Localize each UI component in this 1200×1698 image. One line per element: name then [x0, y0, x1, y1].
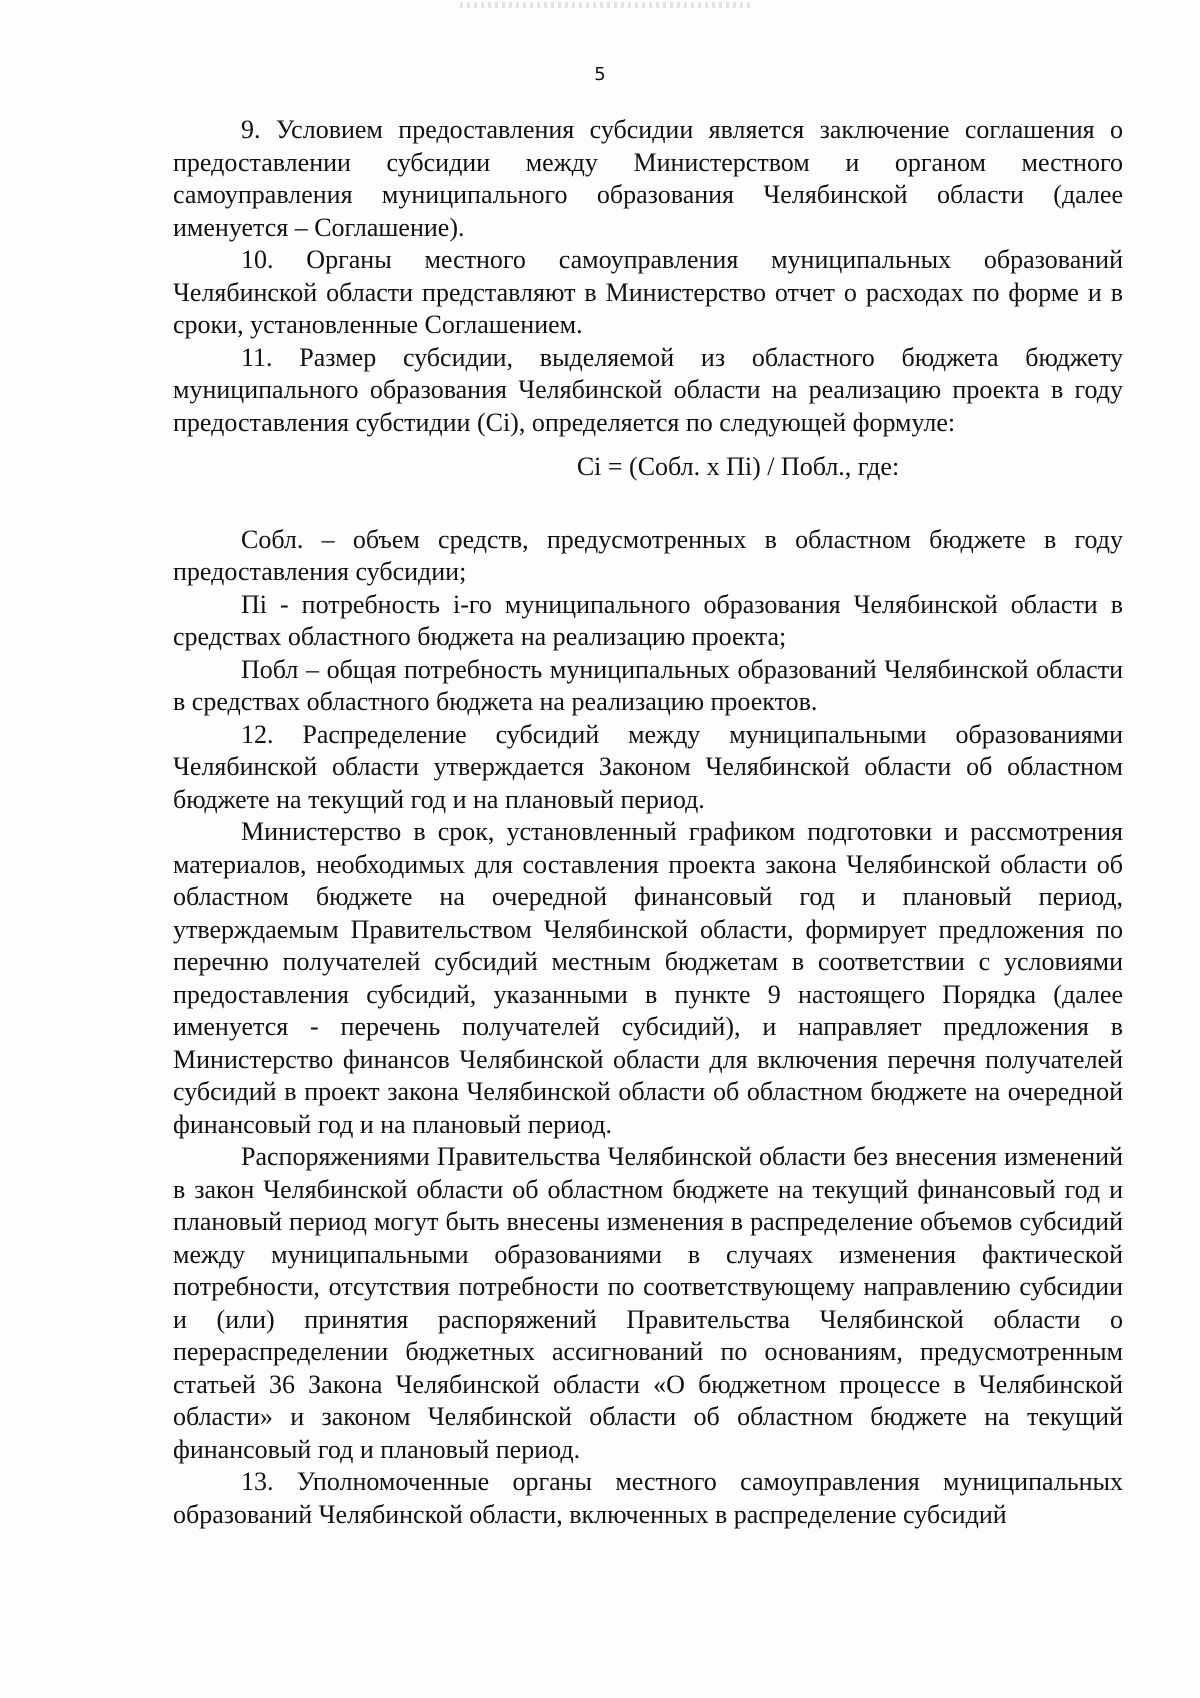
paragraph-12: 12. Распределение субсидий между муниципальными образованиями Челябинской области утверждается Законом Челябинской области об областном бюджете на текущий год и на плановый период.: [173, 719, 1123, 814]
scan-artifact: [460, 2, 750, 8]
paragraph-12-orders: Распоряжениями Правительства Челябинской области без внесения изменений в закон Челябинской области об областном бюджете на текущий финансовый год и плановый период могут быть внесены изменения в распределение объемов субсидий между муниципальными образованиями в случаях изменения фактической потребности, отсутствия потребности по соответствующему направлению субсидии и (или) принятия распоряжений Правительства Челябинской области о перераспределении бюджетных ассигнований по основаниям, предусмотренным статьей 36 Закона Челябинской области «О бюджетном процессе в Челябинской области» и законом Челябинской области об областном бюджете на текущий финансовый год и плановый период.: [173, 1142, 1123, 1464]
paragraph-11: 11. Размер субсидии, выделяемой из областного бюджета бюджету муниципального образования Челябинской области на реализацию проекта в году предоставления субстидии (Сi), определяется по следующей формуле:: [173, 342, 1123, 437]
page-number: 5: [594, 64, 606, 85]
formula: Сi = (Собл. х Пi) / Побл., где:: [576, 452, 900, 481]
definition-pobl: Побл – общая потребность муниципальных образований Челябинской области в средствах областного бюджета на реализацию проектов.: [173, 654, 1123, 716]
paragraph-10: 10. Органы местного самоуправления муниципальных образований Челябинской области представляют в Министерство отчет о расходах по форме и в сроки, установленные Соглашением.: [173, 245, 1123, 339]
definition-sobl: Собл. – объем средств, предусмотренных в областном бюджете в году предоставления субсидии;: [173, 524, 1123, 586]
paragraph-9: 9. Условием предоставления субсидии является заключение соглашения о предоставлении субсидии между Министерством и органом местного самоуправления муниципального образования Челябинской области (далее именуется – Соглашение).: [173, 115, 1123, 242]
paragraph-13: 13. Уполномоченные органы местного самоуправления муниципальных образований Челябинской области, включенных в распределение субсидий: [173, 1467, 1123, 1529]
paragraph-12-ministry: Министерство в срок, установленный графиком подготовки и рассмотрения материалов, необходимых для составления проекта закона Челябинской области об областном бюджете на очередной финансовый год и плановый период, утверждаемым Правительством Челябинской области, формирует предложения по перечню получателей субсидий местным бюджетам в соответствии с условиями предоставления субсидий, указанными в пункте 9 настоящего Порядка (далее именуется - перечень получателей субсидий), и направляет предложения в Министерство финансов Челябинской области для включения перечня получателей субсидий в проект закона Челябинской области об областном бюджете на очередной финансовый год и на плановый период.: [173, 817, 1123, 1139]
definition-pi: Пi - потребность i-го муниципального образования Челябинской области в средствах областного бюджета на реализацию проекта;: [173, 589, 1123, 651]
document-body: [173, 114, 1123, 1531]
